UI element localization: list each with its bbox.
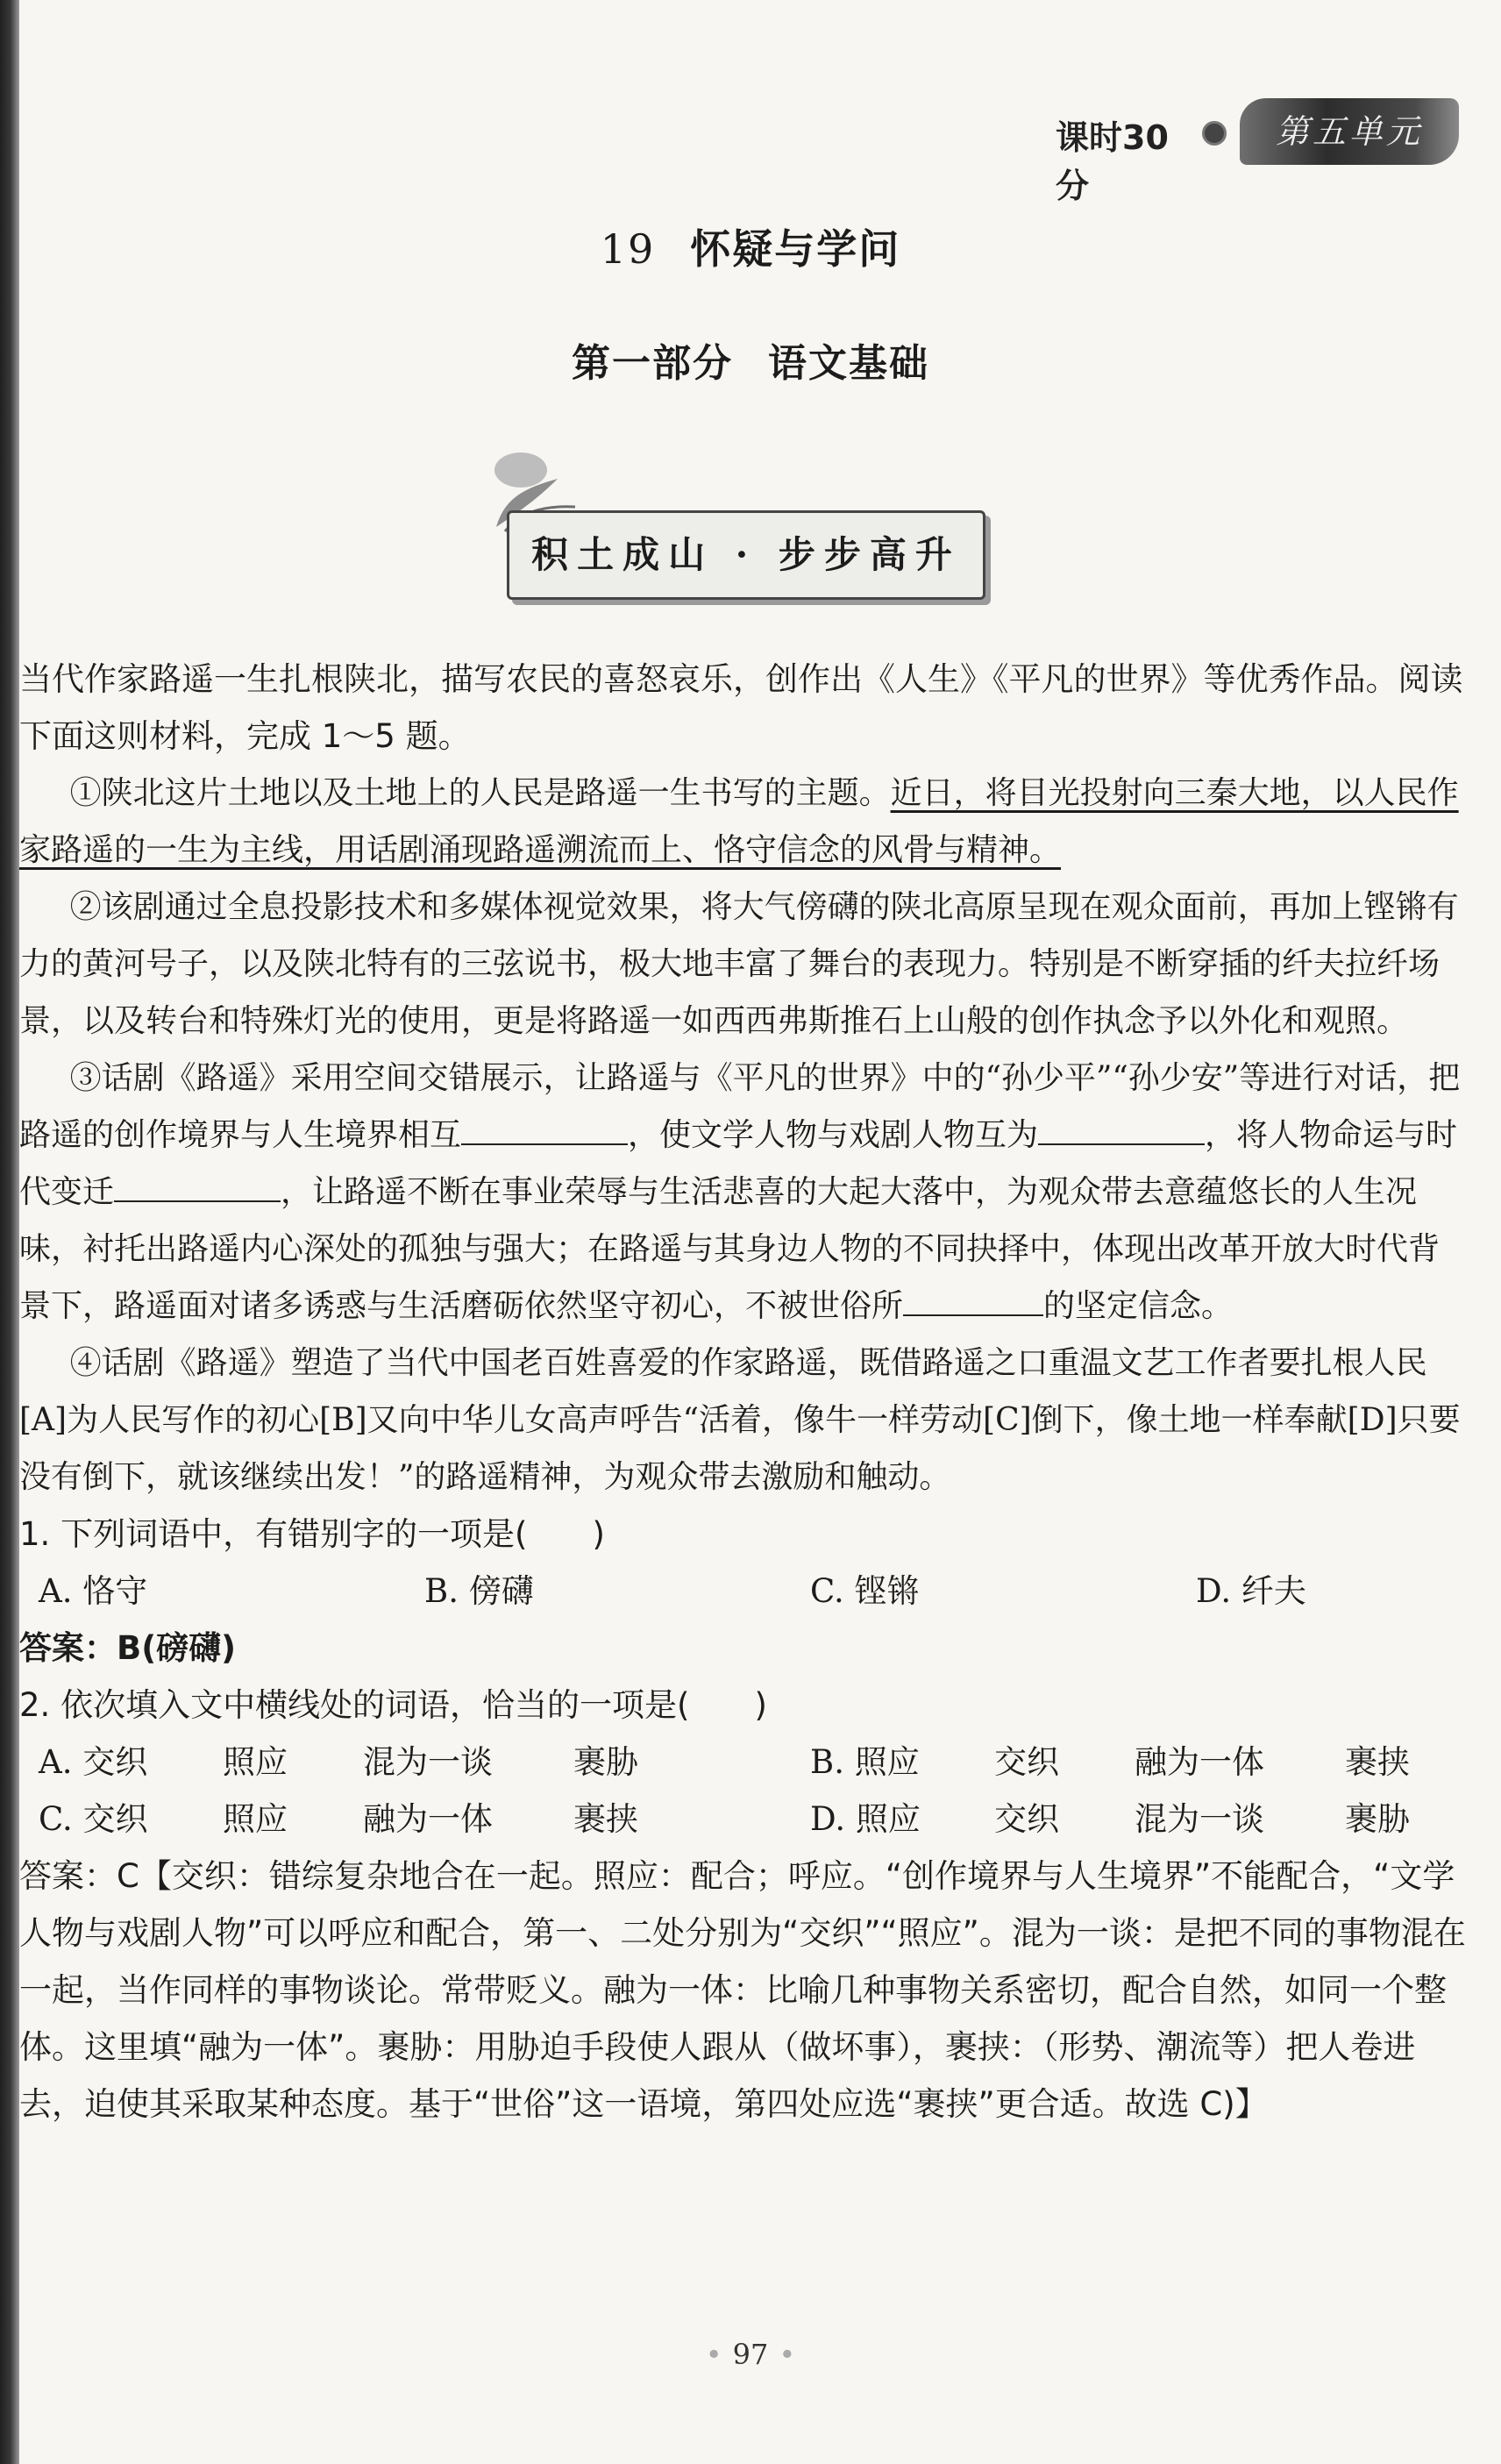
paragraph-1 bbox=[19, 765, 1466, 879]
section-banner bbox=[472, 431, 980, 598]
option-cell: 照应 bbox=[223, 1800, 288, 1838]
page-number bbox=[0, 2338, 1501, 2371]
question-2-answer: 答案：C【交织：错综复杂地合在一起。照应：配合；呼应。“创作境界与人生境界”不能配合，“文学人物与戏剧人物”可以呼应和配合，第一、二处分别为“交织”“照应”。混为一谈：是把不同的事物混在一起，当作同样的事物谈论。常带贬义。融为一体：比喻几种事物关系密切，配合自然，如同一个整体。这里填“融为一体”。裹胁：用胁迫手段使人跟从（做坏事），裹挟：（形势、潮流等）把人卷进去，迫使其采取某种态度。基于“世俗”这一语境，第四处应选“裹挟”更合适。故选 C)】 bbox=[19, 1857, 1466, 2123]
option-cell: D. 照应 bbox=[810, 1800, 921, 1838]
question-2-options-row-2 bbox=[39, 1791, 1466, 1848]
paragraph-1-underlined: 近日，将目光投射向三秦大地，以人民作家路遥的一生为主线，用话剧涌现路遥溯流而上、恪守信念的风骨与精神。 bbox=[19, 775, 1459, 868]
page-number-value: 97 bbox=[732, 2338, 769, 2371]
option-cell: 混为一谈 bbox=[1135, 1800, 1264, 1838]
part-label: 第一部分 bbox=[572, 341, 733, 386]
bullet-icon bbox=[1202, 121, 1227, 146]
option-cell: 混为一谈 bbox=[363, 1743, 493, 1781]
fill-blank-2 bbox=[1038, 1117, 1205, 1145]
page-dot-right-icon: • bbox=[779, 2338, 796, 2371]
question-1-stem: 1. 下列词语中，有错别字的一项是( ) bbox=[19, 1515, 605, 1553]
option-cell: C. 交织 bbox=[39, 1800, 148, 1838]
paragraph-1-part-a: ①陕北这片土地以及土地上的人民是路遥一生书写的主题。 bbox=[69, 775, 891, 811]
lesson-time-label: 课时30分 bbox=[1056, 118, 1169, 205]
option-cell: 裹胁 bbox=[573, 1743, 638, 1781]
option-cell: 照应 bbox=[223, 1743, 288, 1781]
part-title bbox=[0, 331, 1501, 388]
option-cell: B. 照应 bbox=[810, 1743, 920, 1781]
lesson-name: 怀疑与学问 bbox=[690, 225, 901, 273]
intro-text: 当代作家路遥一生扎根陕北，描写农民的喜怒哀乐，创作出《人生》《平凡的世界》等优秀作品。阅读下面这则材料，完成 1～5 题。 bbox=[19, 660, 1463, 755]
page-header bbox=[1056, 98, 1459, 205]
option-cell: 裹挟 bbox=[573, 1800, 638, 1838]
question-1-option-d: D. 纤夫 bbox=[1196, 1572, 1306, 1610]
option-cell: 融为一体 bbox=[363, 1800, 493, 1838]
question-1-option-b: B. 傍礴 bbox=[424, 1572, 534, 1610]
paragraph-3-part-a: ③话剧《路遥》采用空间交错展示，让路遥与《平凡的世界》中的“孙少平”“孙少安”等进行对话，把路遥的创作境界与人生境界相互 bbox=[19, 1060, 1461, 1153]
fill-blank-4 bbox=[903, 1288, 1043, 1316]
question-2-stem: 2. 依次填入文中横线处的词语，恰当的一项是( ) bbox=[19, 1686, 767, 1724]
option-cell: 交织 bbox=[994, 1743, 1059, 1781]
paragraph-2: ②该剧通过全息投影技术和多媒体视觉效果，将大气傍礴的陕北高原呈现在观众面前，再加上铿锵有力的黄河号子，以及陕北特有的三弦说书，极大地丰富了舞台的表现力。特别是不断穿插的纤夫拉纤场景，以及转台和特殊灯光的使用，更是将路遥一如西西弗斯推石上山般的创作执念予以外化和观照。 bbox=[19, 889, 1459, 1039]
banner-box bbox=[507, 510, 985, 600]
part-subject: 语文基础 bbox=[768, 341, 929, 386]
option-cell: 交织 bbox=[994, 1800, 1059, 1838]
question-1-option-a: A. 恪守 bbox=[39, 1572, 148, 1610]
option-cell: 融为一体 bbox=[1135, 1743, 1264, 1781]
fill-blank-3 bbox=[114, 1174, 281, 1202]
paragraph-3 bbox=[19, 1050, 1466, 1335]
option-cell: 裹挟 bbox=[1345, 1743, 1410, 1781]
paragraph-3-part-c: ，将人物命运与时代变迁 bbox=[19, 1117, 1458, 1210]
unit-badge: 第五单元 bbox=[1240, 98, 1459, 165]
option-cell: A. 交织 bbox=[39, 1743, 148, 1781]
option-cell: 裹胁 bbox=[1345, 1800, 1410, 1838]
question-1-options bbox=[39, 1563, 1466, 1620]
question-1-answer: 答案：B(磅礴) bbox=[19, 1629, 237, 1667]
main-content bbox=[19, 651, 1466, 2133]
paragraph-3-part-d: ，让路遥不断在事业荣辱与生活悲喜的大起大落中，为观众带去意蕴悠长的人生况味，衬托出路遥内心深处的孤独与强大；在路遥与其身边人物的不同抉择中，体现出改革开放大时代背景下，路遥面对诸多诱惑与生活磨砺依然坚守初心，不被世俗所 bbox=[19, 1174, 1441, 1324]
paragraph-4: ④话剧《路遥》塑造了当代中国老百姓喜爱的作家路遥，既借路遥之口重温文艺工作者要扎根人民[A]为人民写作的初心[B]又向中华儿女高声呼告“活着，像牛一样劳动[C]倒下，像土地一样奉献[D]只要没有倒下，就该继续出发！”的路遥精神，为观众带去激励和触动。 bbox=[19, 1345, 1461, 1495]
page-dot-left-icon: • bbox=[705, 2338, 722, 2371]
paragraph-3-part-b: ，使文学人物与戏剧人物互为 bbox=[628, 1117, 1039, 1153]
paragraph-3-part-e: 的坚定信念。 bbox=[1043, 1288, 1234, 1324]
banner-text: 积土成山 · 步步高升 bbox=[531, 533, 961, 576]
fill-blank-1 bbox=[461, 1117, 628, 1145]
lesson-number: 19 bbox=[600, 225, 656, 273]
lesson-title bbox=[0, 217, 1501, 275]
question-2-options-row-1 bbox=[39, 1734, 1466, 1791]
question-1-option-c: C. 铿锵 bbox=[810, 1572, 920, 1610]
